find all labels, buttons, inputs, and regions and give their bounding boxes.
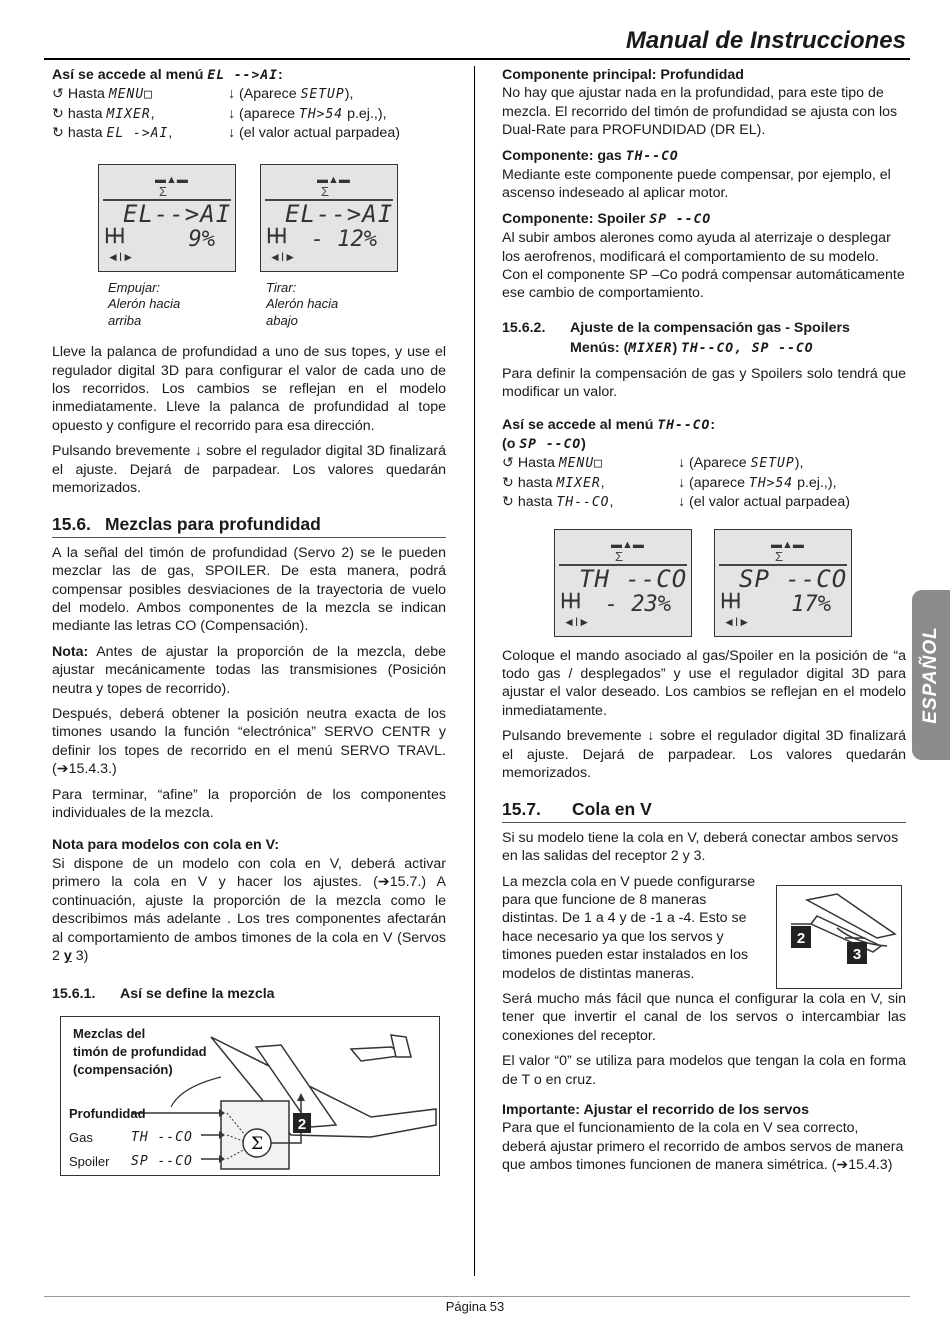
trim-bottom-icon: ◄I► <box>269 250 297 265</box>
step-result <box>678 474 906 493</box>
step-target <box>502 493 678 512</box>
component-heading <box>502 210 906 229</box>
paragraph: Después, deberá obtener la posición neutra exacta de los timones usando la función “electrónica” SERVO CENTR y definir los topes de recorrido en el menú SERVO TRAVL. (➔15.4.3.) <box>52 706 446 778</box>
paragraph: Será mucho más fácil que nunca el configurar la cola en V, sin tener que invertir el canal de los servos o intercambiar las conexiones del receptor. <box>502 991 906 1044</box>
paragraph: Mediante este componente puede compensar, por ejemplo, el ascenso indeseado al aplicar motor. <box>502 167 891 202</box>
text: sobre el regulador digital 3D finalizará el ajuste. Dejará de parpadear. Los valores quedarán memorizados. <box>52 443 446 496</box>
caption-line: abajo <box>266 312 298 328</box>
paragraph: Lleve la palanca de profundidad a uno de sus topes, y use el regulador digital 3D para configurar el valor de cada uno de los recorridos. Los cambios se reflejan en el modelo inmediatamente. Lleve la palanca de profundidad al tope opuesto y configure el recorrido para esa dirección. <box>52 344 446 434</box>
plane-icon: ▬▲▬ <box>611 538 644 551</box>
plane-icon: ▬▲▬ <box>155 173 188 186</box>
plane-icon: ▬▲▬ <box>771 538 804 551</box>
menu-code: MIXER <box>556 475 601 491</box>
menu-code: TH--CO <box>556 495 610 511</box>
vtail-svg <box>777 886 901 988</box>
component-heading: Componente principal: Profundidad <box>502 67 744 83</box>
lcd-display-throttle <box>554 529 692 637</box>
access-title: Así se accede al menú <box>52 67 204 83</box>
rotate-icon: ↺ <box>502 455 514 472</box>
language-tab-label: ESPAÑOL <box>919 626 941 724</box>
caption-line: Alerón hacia <box>266 296 339 312</box>
section-number: 15.6. <box>52 514 91 535</box>
text: hasta <box>517 474 553 491</box>
language-tab <box>912 590 950 760</box>
step-result <box>228 85 446 104</box>
step-target <box>52 105 228 124</box>
access-heading <box>502 416 906 435</box>
access-menu: EL -->AI <box>207 68 278 83</box>
menu-code: MIXER <box>106 106 151 122</box>
paragraph: A la señal del timón de profundidad (Servo 2) se le pueden mezclar las de gas, SPOILER. De esta manera, podrá compensar posibles desviaciones de la trayectoria de vuelo del modelo. Ambos componentes de la mezcla se indican mediante las letras CO (Compensación). <box>52 544 446 635</box>
paragraph: No hay que ajustar nada en la profundidad, para este tipo de mezcla. El recorrido del timón de profundidad se ajusta con los Dual-Rate para PROFUNDIDAD (DR EL). <box>502 85 898 139</box>
label-gas: Gas <box>69 1129 93 1145</box>
lcd-value: 9% <box>188 226 215 252</box>
page-title: Manual de Instrucciones <box>625 27 906 54</box>
access-colon: : <box>278 67 283 83</box>
diagram-title-line: timón de profundidad <box>73 1043 207 1059</box>
text: Pulsando brevemente <box>502 728 642 745</box>
text: Hasta <box>67 86 105 103</box>
sum-symbol: Σ <box>250 1133 264 1154</box>
paragraph: Coloque el mando asociado al gas/Spoiler en la posición de “a todo gas / desplegados” y use el regulador digital 3D para ajustar el valor deseado. Los cambios se reflejan en el modelo inmediatamente. <box>502 647 906 719</box>
menu-code: SP --CO <box>519 436 582 452</box>
servo-number: 2 <box>297 1115 307 1133</box>
note-label: Nota: <box>52 643 89 660</box>
access-step <box>502 493 906 512</box>
text: ) <box>672 340 678 357</box>
text: hasta <box>67 125 103 142</box>
lcd-captions <box>108 280 446 330</box>
lcd-line1: EL-->AI <box>285 199 394 228</box>
caption-line: Alerón hacia <box>108 296 181 312</box>
lcd-display-push <box>98 164 236 272</box>
arrow-down-icon: ↓ <box>228 125 236 142</box>
text: Componente: Spoiler <box>502 210 646 227</box>
paragraph: Para que el funcionamiento de la cola en V sea correcto, deberá ajustar primero el recorrido de ambos servos de manera que ambos timones funcionen de manera simétrica. (➔15.4.3) <box>502 1120 904 1174</box>
caption-pull <box>266 280 366 330</box>
mixer-diagram <box>60 1016 440 1176</box>
step-result <box>228 105 446 124</box>
vtail-diagram <box>776 885 902 989</box>
text: p.ej.,), <box>793 474 837 491</box>
text: (Aparece <box>239 86 297 103</box>
rotate-icon: ↻ <box>52 105 64 122</box>
text: Si dispone de un modelo con cola en V, deberá activar primero la cola en V y hacer los ajustes. (➔15.7.) A continuación, ajuste la proporción de la mezcla como le describimos más adelante . Los tres componentes afectarán al comportamiento de ambos timones de la cola en V (Servos 2 <box>52 855 446 964</box>
menu-code: MIXER <box>628 341 673 357</box>
paragraph: Para definir la compensación de gas y Spoilers solo tendrá que modificar un valor. <box>502 365 906 401</box>
text: Pulsando brevemente <box>52 443 191 460</box>
paragraph <box>52 855 446 965</box>
text: (el valor actual parpadea) <box>239 125 400 142</box>
section-number: 15.7. <box>502 799 541 820</box>
step-result <box>228 124 446 143</box>
subsection-number: 15.6.1. <box>52 986 96 1003</box>
text: hasta <box>67 105 103 122</box>
text: y <box>63 947 72 964</box>
right-column <box>502 66 906 1182</box>
subsection-heading <box>502 319 906 337</box>
diagram-title-line: (compensación) <box>73 1061 173 1077</box>
menu-code: TH--CO, SP --CO <box>681 341 814 357</box>
trim-left-icon: ┣╋┫ <box>559 592 583 608</box>
menus-line <box>570 339 906 358</box>
text: Componente: gas <box>502 147 622 164</box>
subsection-title: Así se define la mezcla <box>120 986 275 1003</box>
component-heading <box>502 147 906 166</box>
caption-push <box>108 280 208 330</box>
lcd-line1: SP --CO <box>739 564 848 593</box>
text: (aparece <box>689 474 746 491</box>
plane-icon: ▬▲▬ <box>317 173 350 186</box>
menu-code: TH--CO <box>625 148 679 164</box>
text: ), <box>344 86 354 103</box>
header-rule <box>44 58 910 60</box>
access-steps <box>502 454 906 512</box>
access-heading <box>52 66 446 85</box>
step-target <box>502 454 678 473</box>
text: , <box>600 474 605 491</box>
footer-rule <box>44 1296 910 1297</box>
text: , <box>168 125 173 142</box>
arrow-down-icon: ↓ <box>228 86 236 103</box>
diagram-title <box>73 1025 207 1079</box>
trim-left-icon: ┣╋┫ <box>719 592 743 608</box>
sigma-icon: Σ <box>321 183 330 199</box>
gas-menu: TH --CO <box>131 1129 193 1145</box>
paragraph <box>52 442 446 497</box>
airplane-outline <box>171 1077 221 1107</box>
rotate-icon: ↻ <box>502 494 514 511</box>
text: sobre el regulador digital 3D finalizará el ajuste. Dejará de parpadear. Los valores quedarán memorizados. <box>502 728 906 781</box>
lcd-pair <box>98 164 446 272</box>
section-title: Cola en V <box>572 799 652 820</box>
text: p.ej.,), <box>343 105 387 122</box>
text: Menús: ( <box>570 340 629 357</box>
caption-line: Tirar: <box>266 279 297 295</box>
text: ) <box>581 435 586 452</box>
arrow-down-icon: ↓ <box>194 443 202 460</box>
arrow-down-icon: ↓ <box>678 474 686 491</box>
access-menu: TH--CO <box>657 417 711 433</box>
rotate-icon: ↺ <box>52 86 64 103</box>
menu-code: SETUP <box>300 87 345 103</box>
step-result <box>678 493 906 512</box>
label-spoiler: Spoiler <box>69 1153 110 1169</box>
sigma-icon: Σ <box>775 548 784 564</box>
menu-code: MENU□ <box>558 456 603 472</box>
subsection-heading <box>52 985 446 1003</box>
menu-code: SP --CO <box>649 211 712 227</box>
text: (o <box>502 435 516 452</box>
text: hasta <box>517 494 553 511</box>
lcd-value: - 23% <box>604 591 671 617</box>
paragraph <box>502 727 906 782</box>
arrow-down-icon: ↓ <box>647 728 655 745</box>
subsection-title: Ajuste de la compensación gas - Spoilers <box>570 319 850 336</box>
step-target <box>502 474 678 493</box>
text: Hasta <box>517 455 555 472</box>
paragraph: Al subir ambos alerones como ayuda al aterrizaje o desplegar los aerofrenos, modificará el comportamiento de su modelo. Con el componente SP –Co podrá compensar automáticamente ese cambio de comportamiento. <box>502 230 905 302</box>
sigma-icon: Σ <box>159 183 168 199</box>
menu-code: MENU□ <box>108 87 153 103</box>
text: , <box>150 105 155 122</box>
lcd-line1: EL-->AI <box>123 199 232 228</box>
access-title: Así se accede al menú <box>502 416 654 433</box>
left-column <box>52 66 446 1176</box>
menu-code: TH>54 <box>749 475 794 491</box>
step-target <box>52 85 228 104</box>
lcd-value: 17% <box>791 591 831 617</box>
access-alt <box>502 435 906 454</box>
access-step <box>502 454 906 473</box>
paragraph: El valor “0” se utiliza para modelos que tengan la cola en forma de T o en cruz. <box>502 1053 906 1088</box>
paragraph: La mezcla cola en V puede configurarse para que funcione de 8 maneras distintas. De 1 a 4 y de -1 a -4. Esto se hace necesario ya que los servos y timones pueden estar instalados en los modelos de distintas maneras. <box>502 873 756 982</box>
menu-code: SETUP <box>750 456 795 472</box>
subsection-number: 15.6.2. <box>502 319 546 336</box>
trim-bottom-icon: ◄I► <box>107 250 135 265</box>
text: 3) <box>75 947 89 964</box>
trim-bottom-icon: ◄I► <box>563 615 591 630</box>
step-result <box>678 454 906 473</box>
paragraph: Si su modelo tiene la cola en V, deberá conectar ambos servos en las salidas del receptor 2 y 3. <box>502 829 899 865</box>
rotate-icon: ↻ <box>502 474 514 491</box>
text: Antes de ajustar la proporción de la mezcla, debe ajustar mecánicamente todas las transmisiones (Posición neutra y topes de recorrido). <box>52 643 446 697</box>
spoiler-menu: SP --CO <box>131 1153 193 1169</box>
servo-number: 3 <box>852 945 862 963</box>
text: ), <box>794 455 804 472</box>
access-step <box>52 124 446 143</box>
trim-left-icon: ┣╋┫ <box>103 227 127 243</box>
paragraph: Para terminar, “afine” la proporción de los componentes individuales de la mezcla. <box>52 786 446 822</box>
text: , <box>609 494 614 511</box>
text: (aparece <box>239 105 296 122</box>
note-heading: Nota para modelos con cola en V: <box>52 837 280 854</box>
column-divider <box>474 66 475 1276</box>
access-step <box>502 474 906 493</box>
arrow-down-icon: ↓ <box>228 105 236 122</box>
rotate-icon: ↻ <box>52 125 64 142</box>
servo-number: 2 <box>796 929 806 947</box>
section-heading <box>502 800 906 822</box>
lcd-display-pull <box>260 164 398 272</box>
vtail-block <box>502 873 906 990</box>
lcd-line1: TH --CO <box>579 564 688 593</box>
caption-line: arriba <box>108 312 142 328</box>
arrow-down-icon: ↓ <box>678 455 686 472</box>
page-number: Página 53 <box>445 1299 505 1314</box>
important-heading: Importante: Ajustar el recorrido de los servos <box>502 1102 809 1119</box>
label-profundidad: Profundidad <box>69 1105 146 1121</box>
lcd-pair <box>554 529 906 637</box>
access-steps <box>52 85 446 143</box>
lcd-display-spoiler <box>714 529 852 637</box>
paragraph <box>52 643 446 698</box>
trim-left-icon: ┣╋┫ <box>265 227 289 243</box>
diagram-title-line: Mezclas del <box>73 1025 146 1041</box>
text: (el valor actual parpadea) <box>689 494 850 511</box>
access-colon: : <box>710 416 716 433</box>
access-step <box>52 85 446 104</box>
access-step <box>52 105 446 124</box>
trim-bottom-icon: ◄I► <box>723 615 751 630</box>
menu-code: EL ->AI <box>106 126 169 142</box>
text: (Aparece <box>689 455 747 472</box>
step-target <box>52 124 228 143</box>
caption-line: Empujar: <box>108 279 161 295</box>
section-title: Mezclas para profundidad <box>104 514 321 535</box>
section-heading <box>52 515 446 537</box>
sigma-icon: Σ <box>615 548 624 564</box>
arrow-down-icon: ↓ <box>678 494 686 511</box>
menu-code: TH>54 <box>299 106 344 122</box>
lcd-value: - 12% <box>310 226 377 252</box>
